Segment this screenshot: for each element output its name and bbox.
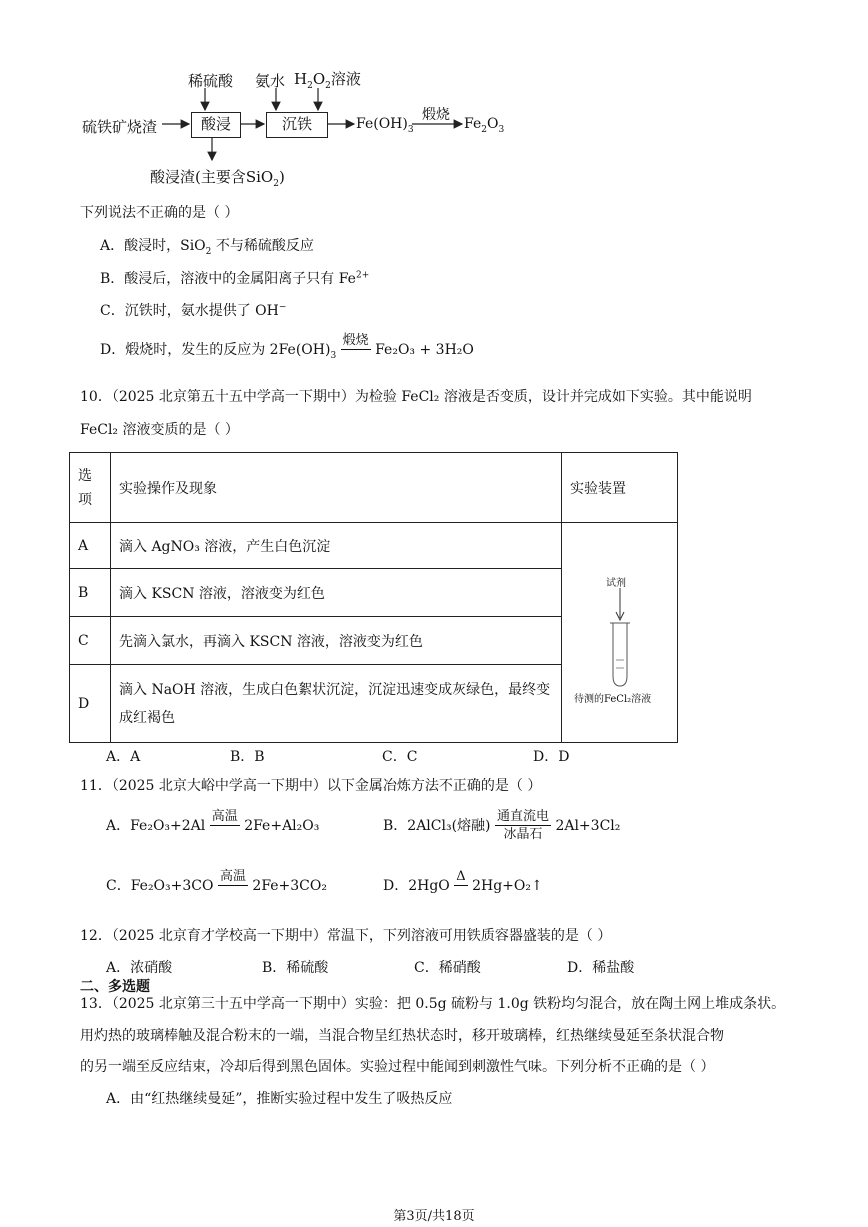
q9-reaction-condition: 煅烧	[342, 333, 369, 348]
q11a-condition: 高温	[211, 809, 238, 824]
table-row-b-text: 滴入 KSCN 溶液，溶液变为红色	[111, 569, 562, 617]
intermediate-fe-oh-3: $Fe(OH)_3$	[356, 116, 414, 135]
table-header-option: 选项	[70, 453, 111, 523]
table-header-apparatus: 实验装置	[562, 453, 678, 523]
q12-option-d[interactable]: D．稀盐酸	[567, 960, 635, 976]
q11-option-c[interactable]: C．Fe₂O₃+3CO 高温 2Fe+3CO₂	[106, 868, 327, 904]
q12-option-a[interactable]: A．浓硝酸	[106, 960, 173, 976]
apparatus-reagent-label: 试剂	[606, 577, 626, 589]
raw-material-label: 硫铁矿烧渣	[82, 118, 158, 136]
table-row-a-label: A	[70, 523, 111, 569]
q10-option-d[interactable]: D．D	[533, 749, 570, 765]
reagent-hydrogen-peroxide: $H_2O_2$溶液	[294, 70, 361, 91]
table-row-d-text: 滴入 NaOH 溶液，生成白色絮状沉淀，沉淀迅速变成灰绿色，最终变成红褐色	[111, 665, 562, 743]
acid-leach-box: 酸浸	[191, 112, 241, 138]
q10-option-c[interactable]: C．C	[382, 749, 418, 765]
q11c-condition: 高温	[219, 869, 246, 884]
calcine-label: 煅烧	[422, 107, 450, 123]
q9-option-c[interactable]: C．沉铁时，氨水提供了 OH−	[100, 302, 287, 319]
page-number: 第3页/共18页	[393, 1209, 475, 1224]
iron-precipitation-box: 沉铁	[266, 112, 328, 138]
q9-stem: 下列说法不正确的是（ ）	[80, 205, 239, 221]
q12-option-c[interactable]: C．稀硝酸	[414, 960, 481, 976]
table-header-procedure: 实验操作及现象	[111, 453, 562, 523]
q9-option-d[interactable]: D．煅烧时，发生的反应为 $2Fe(OH)_3$ 煅烧 Fe₂O₃ + 3H₂O	[100, 332, 474, 368]
q10-stem-line1: 10．（2025 北京第五十五中学高一下期中）为检验 FeCl₂ 溶液是否变质，设计并完成如下实验。其中能说明	[80, 389, 752, 405]
q10-option-b[interactable]: B．B	[230, 749, 265, 765]
q13-option-a[interactable]: A．由“红热继续曼延”，推断实验过程中发生了吸热反应	[106, 1091, 453, 1107]
section-heading-multiple-choice: 二、多选题	[80, 979, 150, 995]
q11d-condition: Δ	[456, 869, 466, 884]
q11-stem: 11．（2025 北京大峪中学高一下期中）以下金属冶炼方法不正确的是（ ）	[80, 778, 542, 794]
q11-option-b[interactable]: B．2AlCl₃(熔融) $\frac{\text{通直流电}}{\text{冰晶石}}$ 2Al+3Cl₂	[383, 809, 621, 842]
table-row-d-label: D	[70, 665, 111, 743]
reagent-ammonia: 氨水	[255, 72, 286, 90]
product-fe2o3: $Fe_2O_3$	[464, 116, 505, 135]
table-row-a-text: 滴入 AgNO₃ 溶液，产生白色沉淀	[111, 523, 562, 569]
q11b-condition: $\frac{\text{通直流电}}{\text{冰晶石}}$	[496, 809, 549, 842]
flowchart-arrows	[0, 0, 868, 200]
table-row-b-label: B	[70, 569, 111, 617]
q12-stem: 12．（2025 北京育才学校高一下期中）常温下，下列溶液可用铁质容器盛装的是（ ）	[80, 928, 612, 944]
q9-option-a[interactable]: A．酸浸时，SiO$_2$ 不与稀硫酸反应	[100, 238, 314, 257]
q12-option-b[interactable]: B．稀硫酸	[262, 960, 329, 976]
q11-option-a[interactable]: A．Fe₂O₃+2Al 高温 2Fe+Al₂O₃	[106, 808, 319, 844]
q11-option-d[interactable]: D．2HgO Δ 2Hg+O₂↑	[383, 868, 543, 904]
q10-option-a[interactable]: A．A	[106, 749, 141, 765]
apparatus-sample-label: 待测的FeCl₂溶液	[574, 693, 652, 705]
table-row-c-label: C	[70, 617, 111, 665]
q13-line3: 的另一端至反应结束，冷却后得到黑色固体。实验过程中能闻到刺激性气味。下列分析不正确的是（ ）	[80, 1059, 715, 1075]
q9-option-b[interactable]: B．酸浸后，溶液中的金属阳离子只有 $Fe^{2+}$	[100, 270, 370, 287]
reagent-dilute-sulfuric-acid: 稀硫酸	[188, 72, 234, 90]
acid-leach-residue: 酸浸渣(主要含SiO$_2$)	[150, 168, 285, 189]
table-row-c-text: 先滴入氯水，再滴入 KSCN 溶液，溶液变为红色	[111, 617, 562, 665]
q13-line2: 用灼热的玻璃棒触及混合粉末的一端，当混合物呈红热状态时，移开玻璃棒，红热继续曼延至条状混合物	[80, 1028, 724, 1044]
q10-experiment-table	[69, 452, 678, 743]
apparatus-cell	[562, 523, 678, 743]
q13-line1: 13．（2025 北京第三十五中学高一下期中）实验：把 0.5g 硫粉与 1.0g 铁粉均匀混合，放在陶土网上堆成条状。	[80, 996, 786, 1012]
q10-stem-line2: FeCl₂ 溶液变质的是（ ）	[80, 422, 239, 438]
